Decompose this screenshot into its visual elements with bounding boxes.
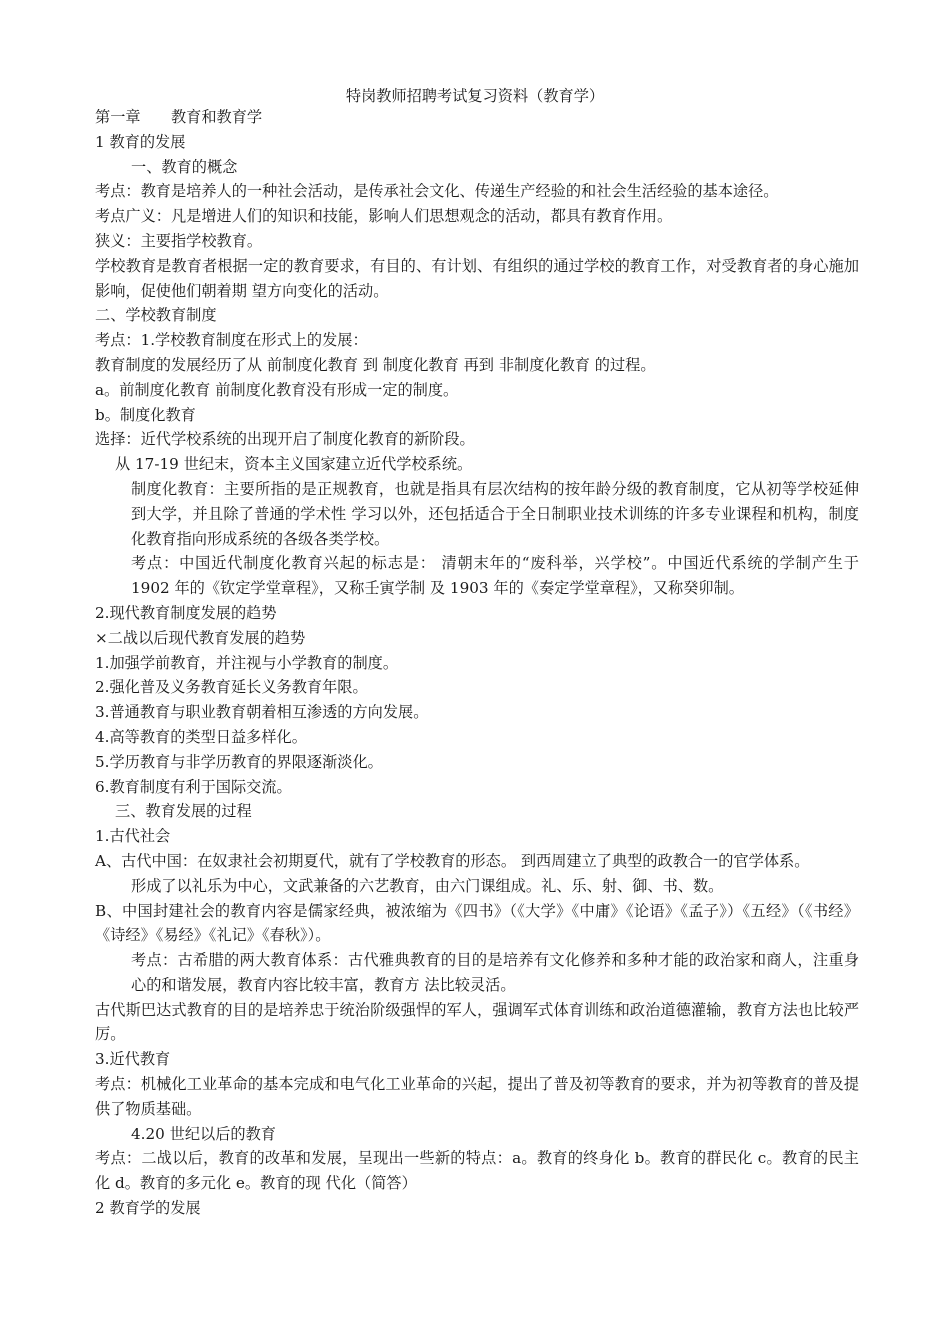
- text-line: 形成了以礼乐为中心，文武兼备的六艺教育，由六门课组成。礼、乐、射、御、书、数。: [131, 876, 724, 895]
- document-body: [95, 105, 859, 1221]
- text-line: 二、学校教育制度: [95, 306, 217, 325]
- text-line: 考点：机械化工业革命的基本完成和电气化工业革命的兴起，提出了普及初等教育的要求，并为初等教育的普及提供了物质基础。: [95, 1075, 859, 1118]
- text-line: 三、教育发展的过程: [115, 802, 252, 821]
- text-line: 教育制度的发展经历了从 前制度化教育 到 制度化教育 再到 非制度化教育 的过程。: [95, 355, 656, 374]
- text-line: 考点：中国近代制度化教育兴起的标志是： 清朝末年的“废科举，兴学校”。中国近代系统的学制产生于 1902 年的《钦定学堂章程》，又称壬寅学制 及 1903 年的《奏定学堂章程》，又称癸卯制。: [131, 554, 859, 598]
- text-line: 4.20 世纪以后的教育: [131, 1124, 276, 1143]
- text-line: B、中国封建社会的教育内容是儒家经典，被浓缩为《四书》（《大学》《中庸》《论语》《孟子》）《五经》（《书经》《诗经》《易经》《礼记》《春秋》）。: [95, 901, 859, 945]
- text-line: 制度化教育：主要所指的是正规教育，也就是指具有层次结构的按年龄分级的教育制度，它从初等学校延伸到大学，并且除了普通的学术性 学习以外，还包括适合于全日制职业技术训练的许多专业课程和机构，制度化教育指向形成系统的各级各类学校。: [131, 479, 859, 548]
- text-line: 选择：近代学校系统的出现开启了制度化教育的新阶段。: [95, 430, 475, 449]
- text-line: 5.学历教育与非学历教育的界限逐渐淡化。: [95, 752, 383, 771]
- text-line: 3.普通教育与职业教育朝着相互渗透的方向发展。: [95, 703, 429, 722]
- text-line: 考点：古希腊的两大教育体系：古代雅典教育的目的是培养有文化修养和多种才能的政治家和商人，注重身心的和谐发展，教育内容比较丰富，教育方 法比较灵活。: [131, 951, 859, 994]
- text-line: 1 教育的发展: [95, 132, 186, 151]
- text-line: 考点：二战以后，教育的改革和发展，呈现出一些新的特点：a。教育的终身化 b。教育的群民化 c。教育的民主化 d。教育的多元化 e。教育的现 代化（简答）: [95, 1149, 859, 1193]
- text-line: 考点广义：凡是增进人们的知识和技能，影响人们思想观念的活动，都具有教育作用。: [95, 207, 673, 226]
- text-line: b。制度化教育: [95, 405, 196, 424]
- text-line: A、古代中国：在奴隶社会初期夏代，就有了学校教育的形态。 到西周建立了典型的政教合一的官学体系。: [95, 851, 810, 870]
- text-line: 3.近代教育: [95, 1050, 171, 1069]
- text-line: 古代斯巴达式教育的目的是培养忠于统治阶级强悍的军人，强调军式体育训练和政治道德灌输，教育方法也比较严厉。: [95, 1000, 859, 1044]
- text-line: 2.强化普及义务教育延长义务教育年限。: [95, 678, 368, 697]
- text-line: 4.高等教育的类型日益多样化。: [95, 727, 307, 746]
- text-line: 6.教育制度有利于国际交流。: [95, 777, 292, 796]
- text-line: 狭义：主要指学校教育。: [95, 231, 263, 250]
- document-title: 特岗教师招聘考试复习资料（教育学）: [345, 87, 605, 105]
- text-line: 学校教育是教育者根据一定的教育要求，有目的、有计划、有组织的通过学校的教育工作，对受教育者的身心施加影响，促使他们朝着期 望方向变化的活动。: [95, 256, 859, 300]
- text-line: 考点：1.学校教育制度在形式上的发展：: [95, 331, 368, 350]
- text-line: 1.古代社会: [95, 827, 171, 846]
- text-line: 2.现代教育制度发展的趋势: [95, 603, 277, 622]
- text-line: 从 17-19 世纪末，资本主义国家建立近代学校系统。: [115, 455, 473, 474]
- text-line: 2 教育学的发展: [95, 1199, 201, 1218]
- text-line: 1.加强学前教育，并注视与小学教育的制度。: [95, 653, 399, 672]
- text-line: ×二战以后现代教育发展的趋势: [95, 628, 306, 647]
- text-line: a。前制度化教育 前制度化教育没有形成一定的制度。: [95, 380, 459, 399]
- text-line: 第一章 教育和教育学: [95, 108, 263, 126]
- text-line: 考点：教育是培养人的一种社会活动，是传承社会文化、传递生产经验的和社会生活经验的基本途径。: [95, 182, 779, 201]
- text-line: 一、教育的概念: [131, 157, 238, 176]
